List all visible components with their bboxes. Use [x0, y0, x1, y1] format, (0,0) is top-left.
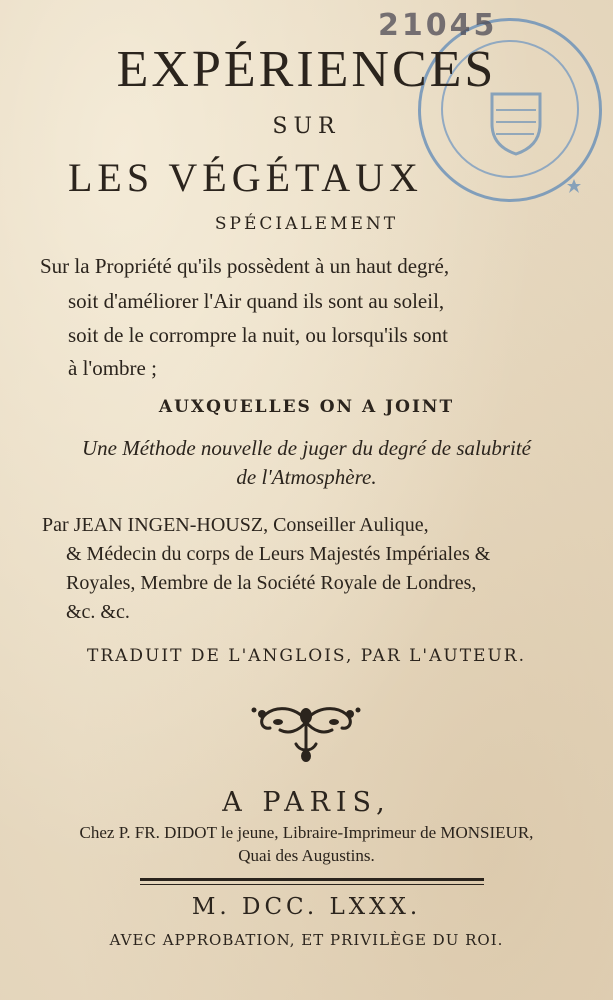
author-line-1: Par JEAN INGEN-HOUSZ, Conseiller Aulique, — [42, 514, 429, 536]
double-rule-top — [140, 878, 484, 881]
publisher-line-1: Chez P. FR. DIDOT le jeune, Libraire-Imprimeur de MONSIEUR, — [79, 823, 534, 842]
method-line-1: Une Méthode nouvelle de juger du degré de salubrité — [81, 436, 532, 460]
title-line-3: LES VÉGÉTAUX — [68, 155, 423, 200]
title-line-1: EXPÉRIENCES — [116, 41, 497, 98]
year-line: M. DCC. LXXX. — [191, 894, 422, 920]
fleuron-ornament-icon — [248, 700, 364, 764]
translation-line: TRADUIT DE L'ANGLOIS, PAR L'AUTEUR. — [87, 646, 526, 666]
subtitle-line-3: soit de le corrompre la nuit, ou lorsqu'ils sont — [68, 323, 448, 347]
title-line-2: SUR — [272, 114, 341, 139]
subtitle-line-4: à l'ombre ; — [68, 356, 157, 380]
publisher-line-2: Quai des Augustins. — [238, 846, 375, 865]
author-line-4: &c. &c. — [66, 601, 130, 623]
method-line-2: de l'Atmosphère. — [236, 465, 377, 489]
title-line-4: SPÉCIALEMENT — [214, 214, 399, 234]
author-line-2: & Médecin du corps de Leurs Majestés Impériales & — [66, 543, 491, 565]
subtitle-line-1: Sur la Propriété qu'ils possèdent à un haut degré, — [40, 254, 450, 278]
double-rule-bottom — [140, 884, 484, 885]
stamp-star-icon — [566, 178, 582, 194]
author-line-3: Royales, Membre de la Société Royale de Londres, — [66, 572, 477, 594]
auxquelles-heading: AUXQUELLES ON A JOINT — [158, 397, 455, 417]
stamp-number: 21045 — [378, 8, 498, 43]
privilege-line: AVEC APPROBATION, ET PRIVILÈGE DU ROI. — [109, 931, 504, 949]
subtitle-line-2: soit d'améliorer l'Air quand ils sont au soleil, — [68, 289, 445, 313]
place-line: A PARIS, — [222, 787, 391, 818]
